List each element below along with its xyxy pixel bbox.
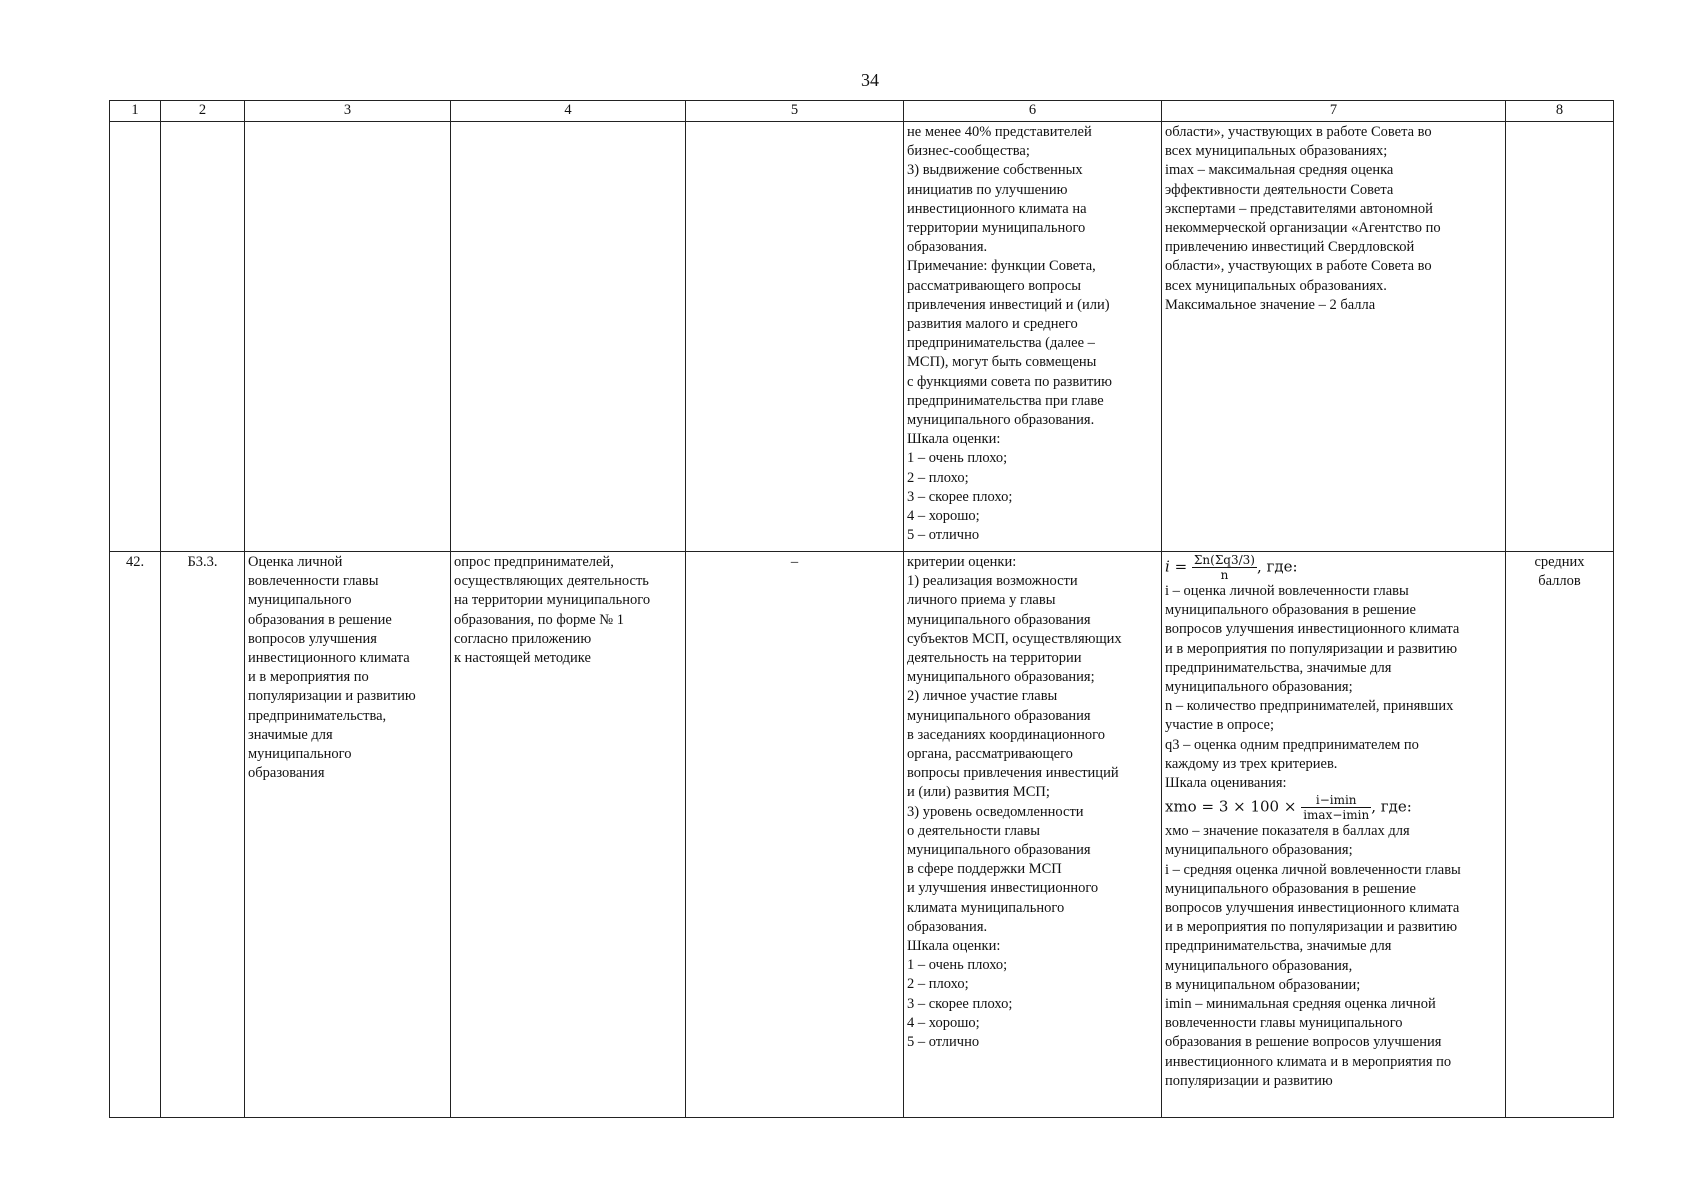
calculation-cell [1162, 122, 1506, 552]
cell-empty [161, 122, 245, 552]
indicator-name-cell [245, 552, 451, 1118]
formula-i-tail: , где: [1256, 557, 1298, 576]
formula-i-denominator: n [1220, 568, 1229, 582]
calculation-text: области», участвующих в работе Совета во всех муниципальных образованиях; imax – максимальная средняя оценка эффективности деятельности Совета экспертами – представителями автономной некоммерческой организации «Агентство по привлечению инвестиций Свердловской области», участвующих в работе Совета во всех муниципальных образованиях. Максимальное значение – 2 балла [1165, 124, 1441, 313]
formula-xmo-denominator: imax−imin [1303, 808, 1370, 823]
criteria-cell [904, 552, 1162, 1118]
column-header: 6 [904, 101, 1162, 122]
column-header: 4 [451, 101, 686, 122]
data-source-cell [451, 552, 686, 1118]
calculation-cell [1162, 552, 1506, 1118]
criteria-cell [904, 122, 1162, 552]
formula-i [1165, 553, 1502, 582]
formula-xmo-fraction [1301, 793, 1371, 822]
formula-i-numerator: Σn(Σq3/3) [1193, 553, 1255, 567]
unit-cell [1506, 552, 1614, 1118]
column-header: 5 [686, 101, 904, 122]
formula-i-lhs: i = [1165, 557, 1188, 576]
column-header: 3 [245, 101, 451, 122]
formula-xmo [1165, 793, 1502, 822]
column-header: 8 [1506, 101, 1614, 122]
data-source: опрос предпринимателей, осуществляющих деятельность на территории муниципального образования, по форме № 1 согласно приложению к настоящей методике [454, 554, 651, 667]
page-number: 34 [861, 70, 879, 90]
indicator-name: Оценка личной вовлеченности главы муниципального образования в решение вопросов улучшения инвестиционного климата и в мероприятия по популяризации и развитию предпринимательства, значимые для муниципального образования [248, 554, 416, 782]
formula-xmo-numerator: i−imin [1301, 793, 1371, 808]
table-row-42 [110, 552, 1614, 1118]
criteria-text: критерии оценки: 1) реализация возможности личного приема у главы муниципального образования субъектов МСП, осуществляющих деятельность на территории муниципального образования; 2) личное участие главы муниципального образования в заседаниях координационного органа, рассматривающего вопросы привлечения инвестиций и (или) развития МСП; 3) уровень осведомленности о деятельности главы муниципального образования в сфере поддержки МСП и улучшения инвестиционного климата муниципального образования. Шкала оценки: 1 – очень плохо; 2 – плохо; 3 – скорее плохо; 4 – хорошо; 5 – отлично [907, 554, 1122, 1051]
criteria-text: не менее 40% представителей бизнес-сообщества; 3) выдвижение собственных инициатив по улучшению инвестиционного климата на территории муниципального образования. Примечание: функции Совета, рассматривающего вопросы привлечения инвестиций и (или) развития малого и среднего предпринимательства (далее – МСП), могут быть совмещены с функциями совета по развитию предпринимательства при главе муниципального образования. Шкала оценки: 1 – очень плохо; 2 – плохо; 3 – скорее плохо; 4 – хорошо; 5 – отлично [907, 124, 1112, 544]
formula-xmo-tail: , где: [1371, 797, 1412, 816]
table-row-continued [110, 122, 1614, 552]
cell-empty [1506, 122, 1614, 552]
criteria-table [109, 100, 1614, 1118]
cell-empty [110, 122, 161, 552]
column-header: 1 [110, 101, 161, 122]
cell-empty [451, 122, 686, 552]
row-number: 42. [110, 552, 161, 1118]
formula-xmo-lhs: xmo = 3 × 100 × [1165, 797, 1297, 816]
column-header: 7 [1162, 101, 1506, 122]
header-row [110, 101, 1614, 122]
calculation-text-2: xмо – значение показателя в баллах для муниципального образования; i – средняя оценка личной вовлеченности главы муниципального образования в решение вопросов улучшения инвестиционного климата и в мероприятия по популяризации и развитию предпринимательства, значимые для муниципального образования, в муниципальном образовании; imin – минимальная средняя оценка личной вовлеченности главы муниципального образования в решение вопросов улучшения инвестиционного климата и в мероприятия по популяризации и развитию [1165, 823, 1461, 1089]
col5-cell: – [686, 552, 904, 1118]
unit-text: средних баллов [1534, 554, 1585, 590]
cell-empty [686, 122, 904, 552]
cell-empty [245, 122, 451, 552]
formula-i-fraction [1192, 553, 1257, 582]
column-header: 2 [161, 101, 245, 122]
indicator-code: Б3.3. [161, 552, 245, 1118]
calculation-text: i – оценка личной вовлеченности главы муниципального образования в решение вопросов улучшения инвестиционного климата и в мероприятия по популяризации и развитию предпринимательства, значимые для муниципального образования; n – количество предпринимателей, принявших участие в опросе; q3 – оценка одним предпринимателем по каждому из трех критериев. Шкала оценивания: [1165, 583, 1460, 792]
